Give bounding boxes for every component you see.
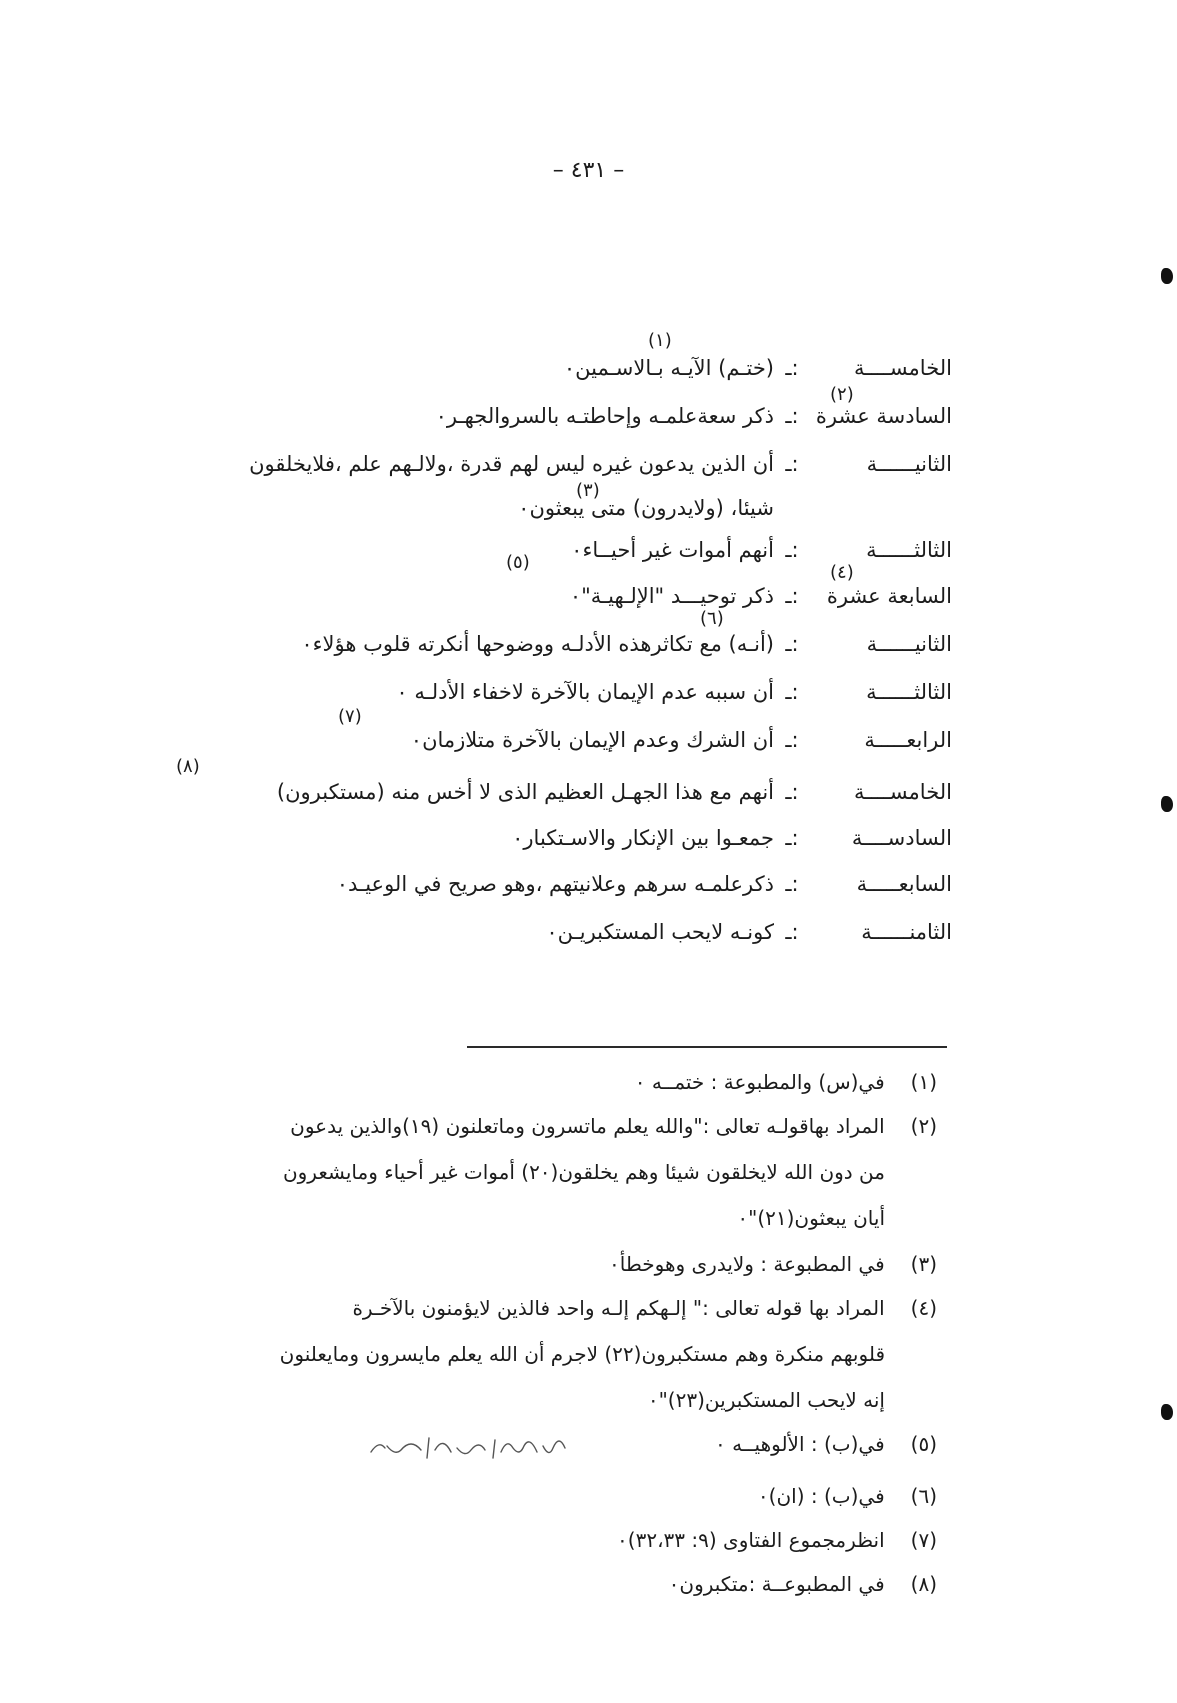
- footnote-text: المراد بها قوله تعالى :" إلـهكم إلـه واحد فالذين لايؤمنون بالآخـرة: [352, 1296, 885, 1320]
- footnote-number: (١): [910, 1070, 937, 1094]
- footnote-number: (٨): [910, 1572, 937, 1596]
- footnote-4-line-2: قلوبهم منكرة وهم مستكبرون(٢٢) لاجرم أن الله يعلم مايسرون ومايعلنون: [279, 1342, 885, 1366]
- body-line-3: [110, 452, 952, 492]
- point-text: كونـه لايحب المستكبريـن٠: [546, 920, 774, 944]
- footnote-text: في المطبوعة : ولايدرى وهوخطأ٠: [609, 1252, 885, 1276]
- point-label: الخامســــة: [853, 356, 952, 380]
- footnote-marker-8: (٨): [176, 756, 200, 777]
- footnote-5: [715, 1432, 937, 1456]
- separator: :ـ: [785, 826, 799, 850]
- point-label: الرابعـــــة: [864, 728, 952, 752]
- footnote-7: [617, 1528, 937, 1552]
- point-text: (ختـم) الآيـه بـالاسـمين٠: [563, 356, 774, 380]
- footnote-marker-3: (٣): [576, 480, 600, 501]
- separator: :ـ: [785, 538, 799, 562]
- body-line-9: [110, 780, 952, 820]
- separator: :ـ: [785, 632, 799, 656]
- point-label: الثانيــــــة: [866, 452, 952, 476]
- separator: :ـ: [785, 680, 799, 704]
- point-text: أن سببه عدم الإيمان بالآخرة لاخفاء الأدلـه ٠: [396, 680, 774, 704]
- body-line-7: [110, 680, 952, 720]
- footnote-text: انظرمجموع الفتاوى (٩: ٣٢،٣٣)٠: [617, 1528, 885, 1552]
- separator: :ـ: [785, 872, 799, 896]
- point-label: الخامســــة: [853, 780, 952, 804]
- separator: :ـ: [785, 404, 799, 428]
- point-label: الثالثــــــة: [866, 680, 952, 704]
- scan-edge-mark: [1161, 1404, 1173, 1420]
- footnote-divider: [467, 1046, 947, 1048]
- footnote-number: (٢): [910, 1114, 937, 1138]
- point-label: الثانيــــــة: [866, 632, 952, 656]
- scan-edge-mark: [1161, 796, 1173, 812]
- body-line-3-continuation: شيئا، (ولايدرون) متى يبعثون٠: [518, 496, 774, 520]
- footnote-text: في(ب) : الألوهيــه ٠: [715, 1432, 885, 1456]
- separator: :ـ: [785, 356, 799, 380]
- point-label: السادسة عشرة: [815, 404, 952, 428]
- point-text: ذكر سعةعلمـه وإحاطتـه بالسروالجهـر٠: [435, 404, 774, 428]
- body-line-10: [110, 826, 952, 866]
- separator: :ـ: [785, 452, 799, 476]
- point-text: أن الشرك وعدم الإيمان بالآخرة متلازمان٠: [410, 728, 774, 752]
- page-number: – ٤٣١ –: [552, 158, 625, 183]
- point-label: السابعـــــة: [856, 872, 952, 896]
- footnote-text: في(س) والمطبوعة : ختمــه ٠: [634, 1070, 885, 1094]
- footnote-1: [635, 1070, 937, 1094]
- point-text: جمعـوا بين الإنكار والاسـتكبار٠: [512, 826, 774, 850]
- footnote-marker-4: (٤): [830, 562, 854, 583]
- footnote-marker-6: (٦): [700, 608, 724, 629]
- body-line-1: [110, 356, 952, 396]
- body-line-8: [110, 728, 952, 768]
- body-line-6: [110, 632, 952, 672]
- footnote-2: [290, 1114, 937, 1138]
- body-line-12: [110, 920, 952, 960]
- footnote-2-line-2: من دون الله لايخلقون شيئا وهم يخلقون(٢٠) أموات غير أحياء ومايشعرون: [282, 1160, 885, 1184]
- footnote-3: [609, 1252, 937, 1276]
- footnote-number: (٤): [910, 1296, 937, 1320]
- point-text: أن الذين يدعون غيره ليس لهم قدرة ،ولالـهم علم ،فلايخلقون: [249, 452, 774, 476]
- footnote-number: (٧): [910, 1528, 937, 1552]
- handwritten-annotation: [365, 1428, 575, 1464]
- footnote-number: (٣): [910, 1252, 937, 1276]
- footnote-text: في(ب) : (ان)٠: [757, 1484, 885, 1508]
- footnote-text: في المطبوعــة :متكبرون٠: [668, 1572, 885, 1596]
- separator: :ـ: [785, 920, 799, 944]
- footnote-4-line-3: إنه لايحب المستكبرين(٢٣)"٠: [647, 1388, 885, 1412]
- point-text: (أنـه) مع تكاثرهذه الأدلـه ووضوحها أنكرته قلوب هؤلاء٠: [301, 632, 774, 656]
- footnote-marker-7: (٧): [338, 706, 362, 727]
- point-text: أنهم مع هذا الجهـل العظيم الذى لا أخس منه (مستكبرون): [276, 780, 774, 804]
- footnote-marker-5: (٥): [506, 552, 530, 573]
- point-label: السابعة عشرة: [826, 584, 952, 608]
- separator: :ـ: [785, 780, 799, 804]
- footnote-8: [669, 1572, 937, 1596]
- point-text: ذكرعلمـه سرهم وعلانيتهم ،وهو صريح في الوعيـد٠: [336, 872, 774, 896]
- point-label: السادســــة: [851, 826, 952, 850]
- separator: :ـ: [785, 584, 799, 608]
- footnote-6: [758, 1484, 937, 1508]
- scan-edge-mark: [1161, 268, 1173, 284]
- separator: :ـ: [785, 728, 799, 752]
- footnote-2-line-3: أيان يبعثون(٢١)"٠: [737, 1206, 885, 1230]
- footnote-marker-1: (١): [648, 330, 672, 351]
- body-line-2: [110, 404, 952, 444]
- body-line-4: [110, 538, 952, 578]
- footnote-text: المراد بهاقولـه تعالى :"والله يعلم ماتسرون وماتعلنون (١٩)والذين يدعون: [290, 1114, 885, 1138]
- footnote-marker-2: (٢): [830, 384, 854, 405]
- body-line-11: [110, 872, 952, 912]
- point-label: الثالثــــــة: [866, 538, 952, 562]
- body-line-5: [110, 584, 952, 624]
- point-text: أنهم أموات غير أحيــاء٠: [571, 538, 774, 562]
- footnote-4: [352, 1296, 937, 1320]
- point-text: ذكر توحيـــد "الإلـهيـة"٠: [569, 584, 774, 608]
- footnote-number: (٦): [910, 1484, 937, 1508]
- footnote-number: (٥): [910, 1432, 937, 1456]
- point-label: الثامنــــــة: [861, 920, 952, 944]
